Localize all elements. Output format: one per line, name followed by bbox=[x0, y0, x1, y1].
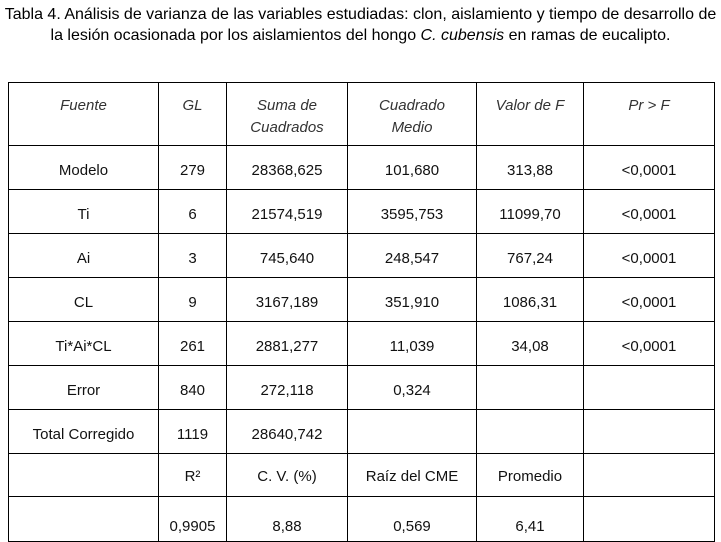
header-gl: GL bbox=[159, 83, 227, 146]
header-valor-f: Valor de F bbox=[477, 83, 584, 146]
cell-fuente: CL bbox=[9, 278, 159, 322]
cell-sc: 745,640 bbox=[227, 234, 348, 278]
anova-table bbox=[8, 82, 715, 542]
header-cm-line2: Medio bbox=[391, 119, 433, 136]
cell-sc: 272,118 bbox=[227, 366, 348, 410]
stat-value-promedio: 6,41 bbox=[477, 497, 584, 542]
header-sc-line1: Suma de bbox=[256, 97, 318, 114]
cell-cm: 3595,753 bbox=[348, 190, 477, 234]
table-row bbox=[9, 146, 715, 190]
cell-fuente: Error bbox=[9, 366, 159, 410]
cell-f: 34,08 bbox=[477, 322, 584, 366]
header-fuente: Fuente bbox=[9, 83, 159, 146]
cell-gl: 9 bbox=[159, 278, 227, 322]
stat-value-r2: 0,9905 bbox=[159, 497, 227, 542]
cell-fuente: Ai bbox=[9, 234, 159, 278]
cell-empty bbox=[584, 497, 715, 542]
header-cm-line1: Cuadrado bbox=[379, 97, 445, 114]
table-row bbox=[9, 410, 715, 454]
cell-p: <0,0001 bbox=[584, 146, 715, 190]
cell-f: 11099,70 bbox=[477, 190, 584, 234]
cell-p: <0,0001 bbox=[584, 190, 715, 234]
cell-p: <0,0001 bbox=[584, 278, 715, 322]
caption-text-end: en ramas de eucalipto. bbox=[504, 27, 671, 44]
cell-gl: 1119 bbox=[159, 410, 227, 454]
cell-cm bbox=[348, 410, 477, 454]
cell-empty bbox=[9, 454, 159, 497]
stat-label-raiz-cme: Raíz del CME bbox=[348, 454, 477, 497]
caption-species: C. cubensis bbox=[420, 27, 505, 44]
cell-sc: 3167,189 bbox=[227, 278, 348, 322]
cell-empty bbox=[9, 497, 159, 542]
cell-gl: 261 bbox=[159, 322, 227, 366]
cell-p: <0,0001 bbox=[584, 234, 715, 278]
cell-fuente: Total Corregido bbox=[9, 410, 159, 454]
cell-f: 1086,31 bbox=[477, 278, 584, 322]
table-row bbox=[9, 278, 715, 322]
cell-gl: 279 bbox=[159, 146, 227, 190]
cell-f bbox=[477, 410, 584, 454]
cell-f: 313,88 bbox=[477, 146, 584, 190]
table-row bbox=[9, 366, 715, 410]
stat-value-cv: 8,88 bbox=[227, 497, 348, 542]
table-row bbox=[9, 322, 715, 366]
cell-gl: 6 bbox=[159, 190, 227, 234]
cell-fuente: Ti*Ai*CL bbox=[9, 322, 159, 366]
cell-sc: 21574,519 bbox=[227, 190, 348, 234]
cell-p bbox=[584, 410, 715, 454]
table-row bbox=[9, 234, 715, 278]
cell-cm: 11,039 bbox=[348, 322, 477, 366]
table-caption bbox=[4, 4, 717, 46]
cell-gl: 840 bbox=[159, 366, 227, 410]
table-row bbox=[9, 190, 715, 234]
cell-sc: 28368,625 bbox=[227, 146, 348, 190]
cell-sc: 2881,277 bbox=[227, 322, 348, 366]
cell-cm: 351,910 bbox=[348, 278, 477, 322]
header-suma-cuadrados bbox=[227, 83, 348, 146]
stat-label-promedio: Promedio bbox=[477, 454, 584, 497]
stat-label-cv: C. V. (%) bbox=[227, 454, 348, 497]
header-row bbox=[9, 83, 715, 146]
header-cuadrado-medio bbox=[348, 83, 477, 146]
stats-label-row bbox=[9, 454, 715, 497]
caption-text: Tabla 4. Análisis de varianza de las variables estudiadas: clon, aislamiento y tiempo de desarrollo de la lesión ocasionada por los aislamientos del hongo bbox=[4, 6, 717, 44]
cell-sc: 28640,742 bbox=[227, 410, 348, 454]
cell-p: <0,0001 bbox=[584, 322, 715, 366]
cell-cm: 248,547 bbox=[348, 234, 477, 278]
cell-cm: 0,324 bbox=[348, 366, 477, 410]
header-sc-line2: Cuadrados bbox=[250, 119, 324, 136]
stat-label-r2: R² bbox=[159, 454, 227, 497]
cell-empty bbox=[584, 454, 715, 497]
cell-fuente: Ti bbox=[9, 190, 159, 234]
header-pr-f: Pr > F bbox=[584, 83, 715, 146]
cell-gl: 3 bbox=[159, 234, 227, 278]
stat-value-raiz-cme: 0,569 bbox=[348, 497, 477, 542]
cell-cm: 101,680 bbox=[348, 146, 477, 190]
cell-p bbox=[584, 366, 715, 410]
cell-fuente: Modelo bbox=[9, 146, 159, 190]
cell-f: 767,24 bbox=[477, 234, 584, 278]
stats-value-row bbox=[9, 497, 715, 542]
cell-f bbox=[477, 366, 584, 410]
